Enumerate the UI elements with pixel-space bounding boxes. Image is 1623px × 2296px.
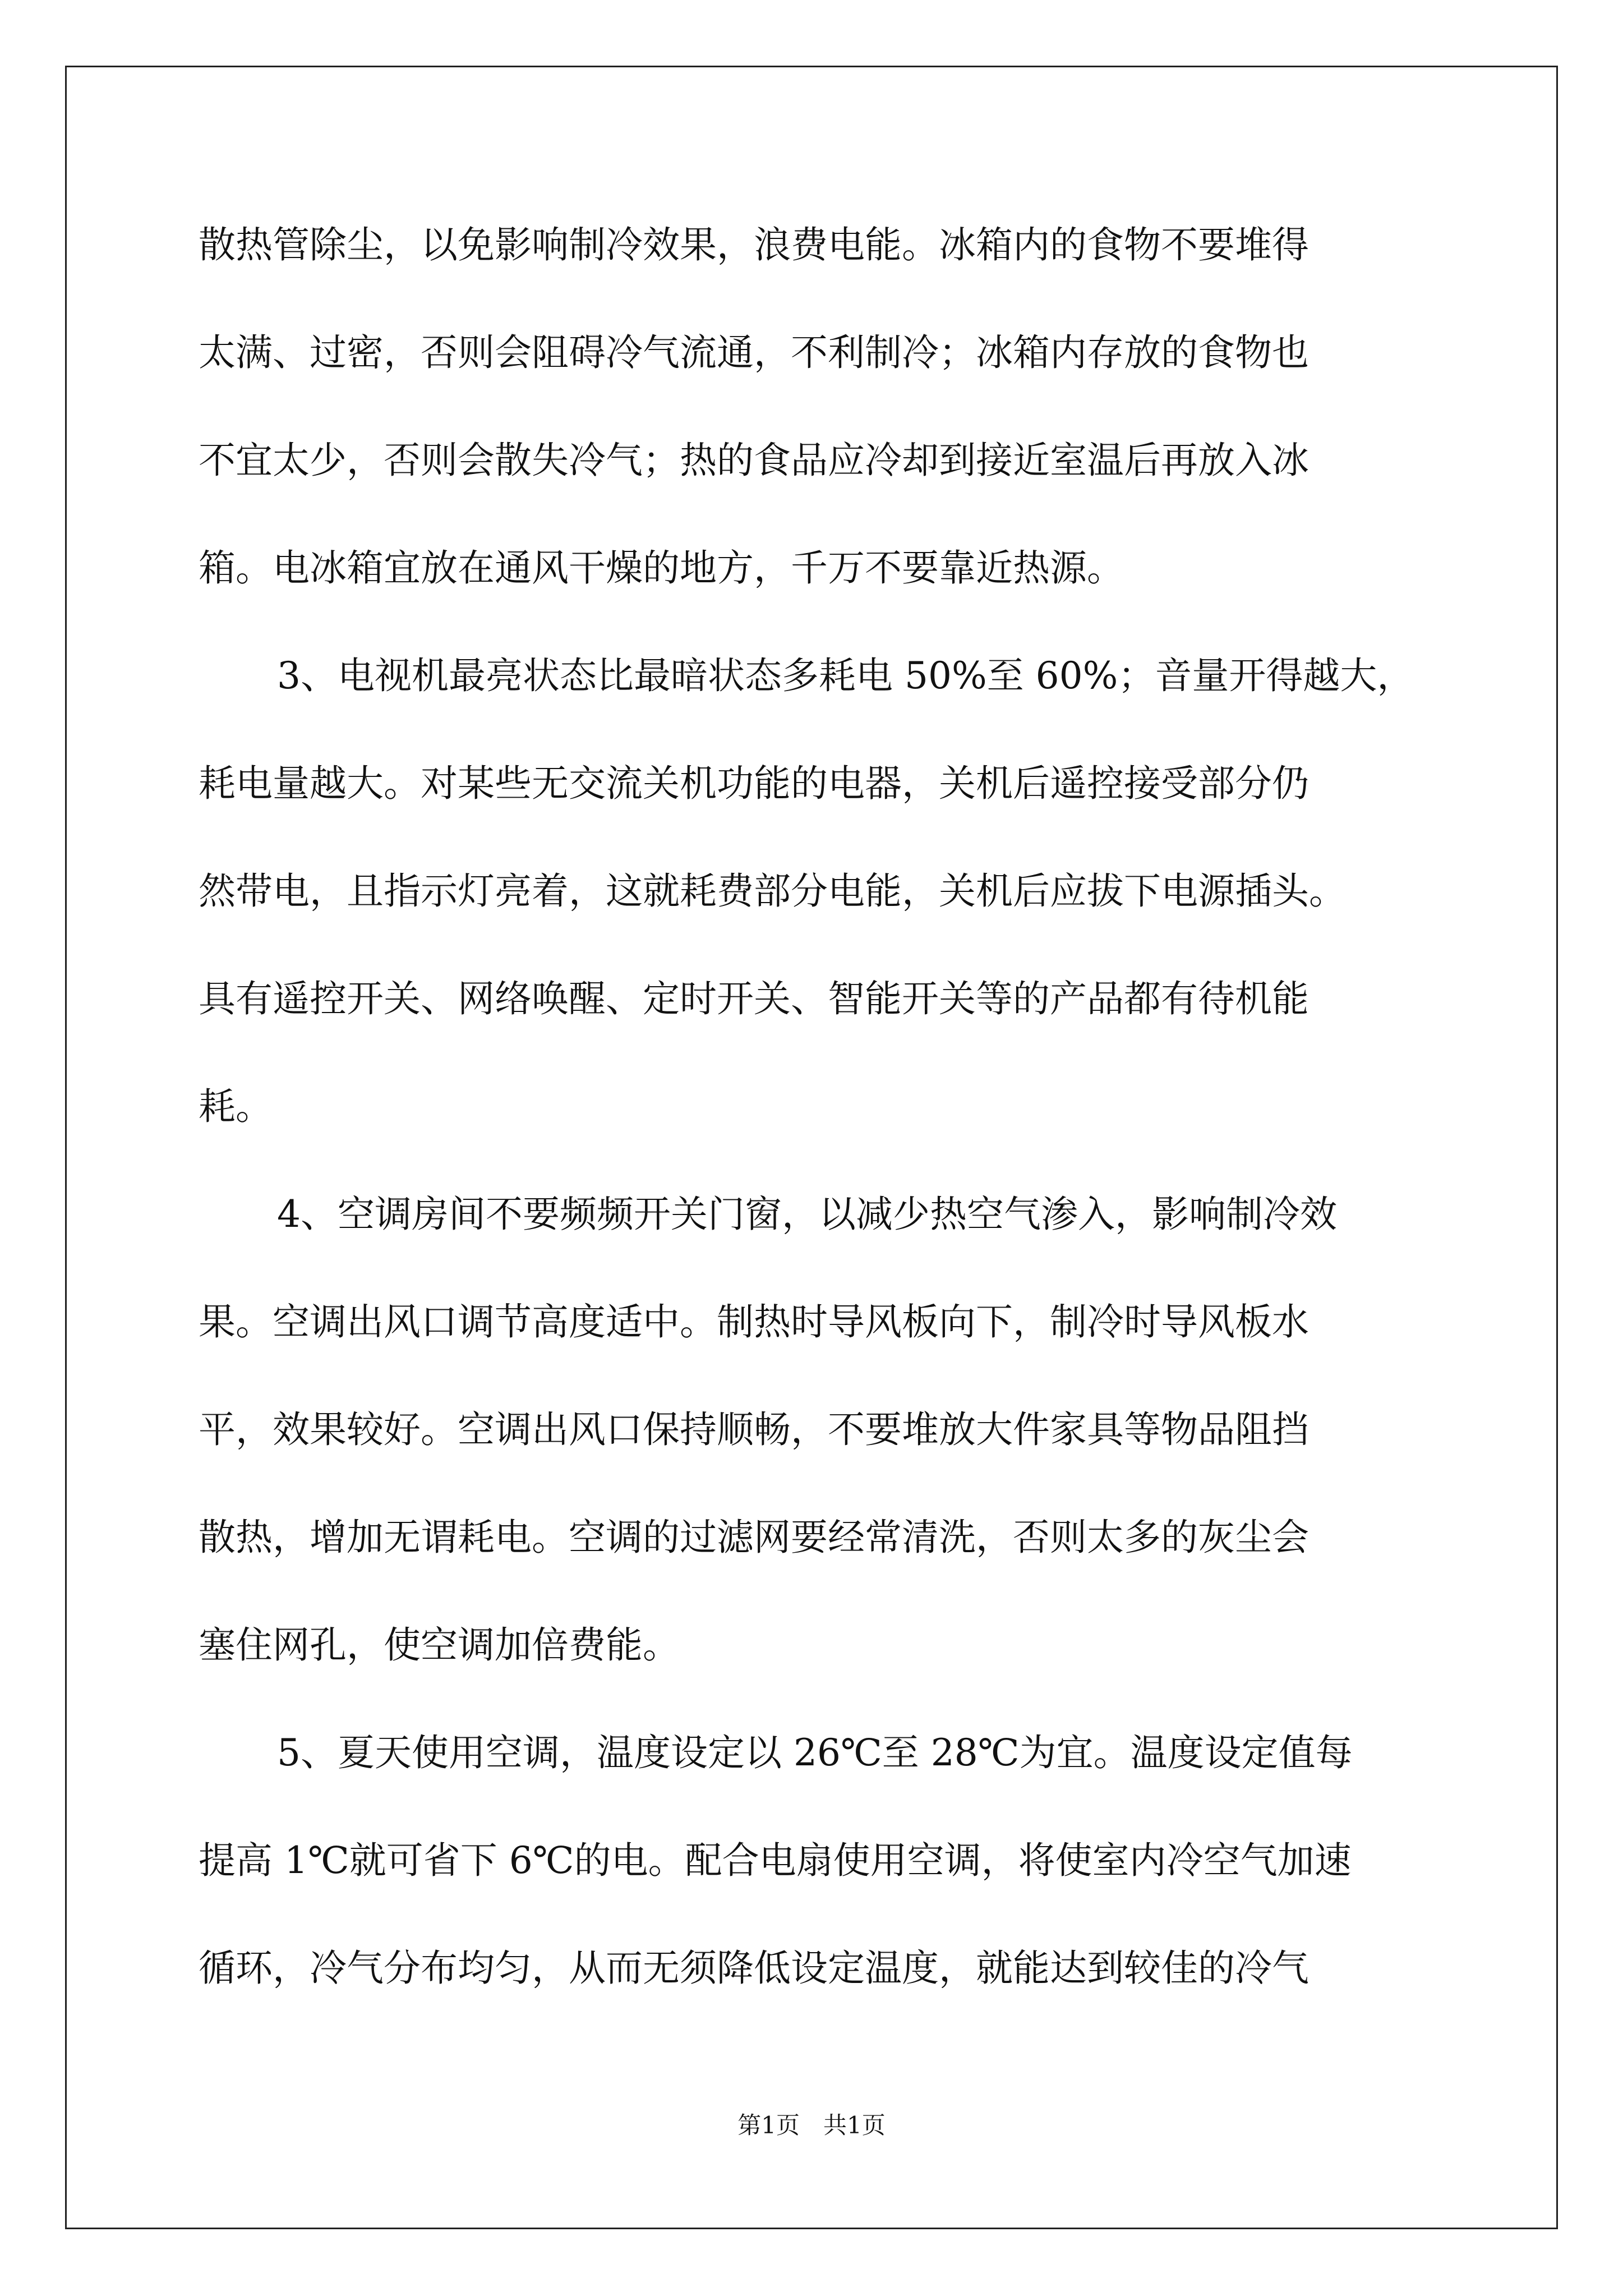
text-line: 太满、过密，否则会阻碍冷气流通，不利制冷；冰箱内存放的食物也 (199, 331, 1309, 374)
text-line: 散热，增加无谓耗电。空调的过滤网要经常清洗，否则太多的灰尘会 (199, 1516, 1309, 1559)
text-line: 塞住网孔，使空调加倍费能。 (199, 1623, 680, 1667)
text-line: 3、电视机最亮状态比最暗状态多耗电 50%至 60%；音量开得越大， (277, 654, 1414, 697)
text-line: 不宜太少，否则会散失冷气；热的食品应冷却到接近室温后再放入冰 (199, 439, 1309, 482)
text-line: 5、夏天使用空调，温度设定以 26℃至 28℃为宜。温度设定值每 (277, 1731, 1353, 1774)
page-border (65, 66, 1558, 2229)
text-line: 4、空调房间不要频频开关门窗，以减少热空气渗入，影响制冷效 (277, 1193, 1337, 1236)
text-line: 然带电，且指示灯亮着，这就耗费部分电能，关机后应拔下电源插头。 (199, 869, 1346, 913)
text-line: 耗电量越大。对某些无交流关机功能的电器，关机后遥控接受部分仍 (199, 762, 1309, 805)
text-line: 平，效果较好。空调出风口保持顺畅，不要堆放大件家具等物品阻挡 (199, 1408, 1309, 1451)
text-line: 箱。电冰箱宜放在通风干燥的地方，千万不要靠近热源。 (199, 546, 1124, 590)
text-line: 循环，冷气分布均匀，从而无须降低设定温度，就能达到较佳的冷气 (199, 1947, 1309, 1990)
text-line: 具有遥控开关、网络唤醒、定时开关、智能开关等的产品都有待机能 (199, 977, 1309, 1020)
text-line: 提高 1℃就可省下 6℃的电。配合电扇使用空调，将使室内冷空气加速 (199, 1839, 1352, 1882)
text-line: 散热管除尘，以免影响制冷效果，浪费电能。冰箱内的食物不要堆得 (199, 223, 1309, 266)
text-line: 耗。 (199, 1085, 273, 1128)
page-footer: 第1页 共1页 (737, 2111, 886, 2139)
text-line: 果。空调出风口调节高度适中。制热时导风板向下，制冷时导风板水 (199, 1300, 1309, 1343)
